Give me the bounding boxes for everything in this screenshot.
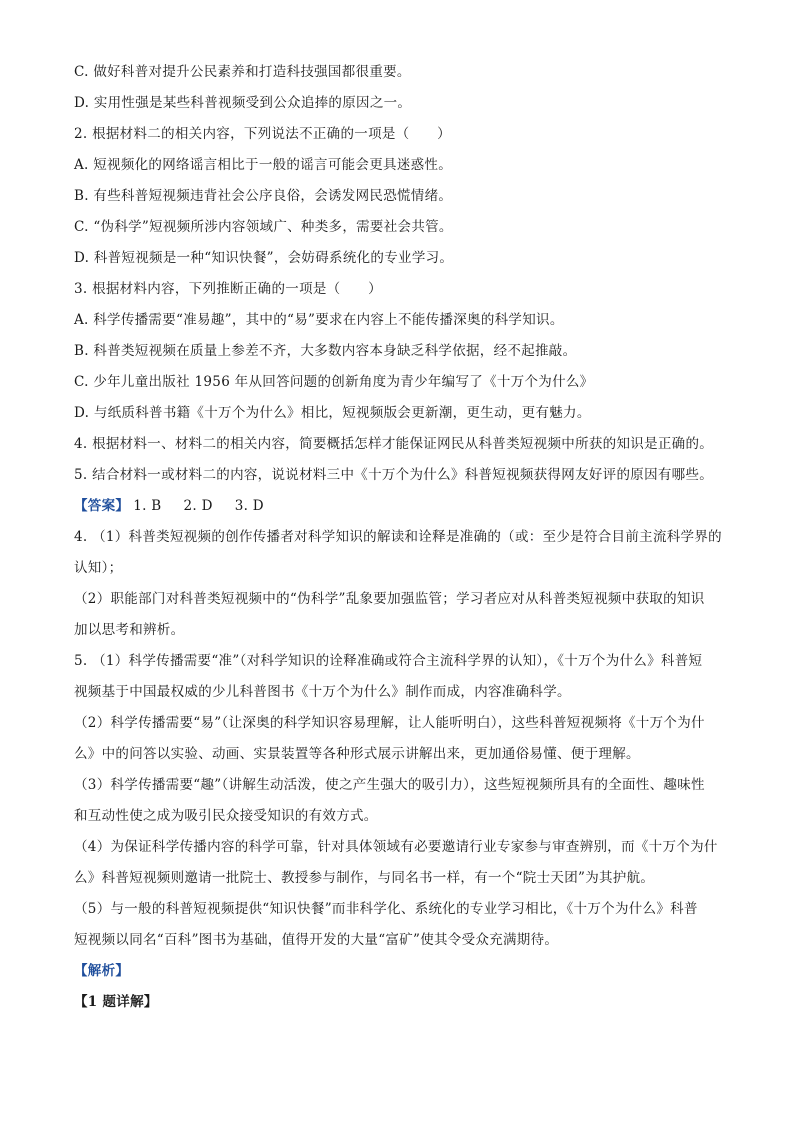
- answer5-p1-line1: 5. （1）科学传播需要“准”（对科学知识的诠释准确或符合主流科学界的认知），《十万个为什么》科普短: [74, 653, 703, 669]
- answer4-p1-line2: 认知）；: [74, 560, 123, 576]
- answer4-p1-line1: 4. （1）科普类短视频的创作传播者对科学知识的解读和诠释是准确的（或：至少是符合目前主流科学界的: [74, 529, 722, 545]
- q1-option-d: D. 实用性强是某些科普视频受到公众追捧的原因之一。: [74, 95, 412, 111]
- answer-1: 1. B: [133, 498, 162, 514]
- q2-stem: 2. 根据材料二的相关内容，下列说法不正确的一项是（ ）: [74, 126, 451, 142]
- q3-stem: 3. 根据材料内容，下列推断正确的一项是（ ）: [74, 281, 382, 297]
- answer-list: [133, 498, 286, 514]
- q3-option-a: A. 科学传播需要“准易趣”，其中的“易”要求在内容上不能传播深奥的科学知识。: [74, 312, 564, 328]
- q2-option-b: B. 有些科普短视频违背社会公序良俗，会诱发网民恐慌情绪。: [74, 188, 453, 204]
- detail-label: 【1 题详解】: [74, 994, 158, 1010]
- answer5-p3-line2: 和互动性使之成为吸引民众接受知识的有效方式。: [74, 808, 378, 824]
- answer5-p2-line2: 么》中的问答以实验、动画、实景装置等各种形式展示讲解出来，更加通俗易懂、便于理解。: [74, 746, 640, 762]
- answer-2: 2. D: [183, 498, 213, 514]
- answer-label: 【答案】: [74, 498, 130, 514]
- answer-block: [74, 496, 724, 527]
- answer-3: 3. D: [234, 498, 264, 514]
- q2-option-c: C. “伪科学”短视频所涉内容领域广、种类多，需要社会共管。: [74, 219, 453, 235]
- document-page: [74, 62, 724, 1023]
- q3-option-d: D. 与纸质科普书籍《十万个为什么》相比，短视频版会更新潮，更生动，更有魅力。: [74, 405, 591, 421]
- answer4-p2-line1: （2）职能部门对科普类短视频中的“伪科学”乱象要加强监管；学习者应对从科普类短视频中获取的知识: [74, 591, 705, 607]
- answer4-p2-line2: 加以思考和辨析。: [74, 622, 185, 638]
- q3-option-b: B. 科普类短视频在质量上参差不齐，大多数内容本身缺乏科学依据，经不起推敲。: [74, 343, 577, 359]
- q5-stem: 5. 结合材料一或材料二的内容，说说材料三中《十万个为什么》科普短视频获得网友好评的原因有哪些。: [74, 467, 714, 483]
- answer5-p3-line1: （3）科学传播需要“趣”（讲解生动活泼，使之产生强大的吸引力），这些短视频所具有的全面性、趣味性: [74, 777, 705, 793]
- q2-option-a: A. 短视频化的网络谣言相比于一般的谣言可能会更具迷惑性。: [74, 157, 453, 173]
- answer5-p5-line2: 短视频以同名“百科”图书为基础，值得开发的大量“富矿”使其令受众充满期待。: [74, 932, 559, 948]
- answer5-p5-line1: （5）与一般的科普短视频提供“知识快餐”而非科学化、系统化的专业学习相比，《十万个为什么》科普: [74, 901, 698, 917]
- q3-option-c: C. 少年儿童出版社 1956 年从回答问题的创新角度为青少年编写了《十万个为什么》: [74, 374, 594, 390]
- answer5-p2-line1: （2）科学传播需要“易”（让深奥的科学知识容易理解，让人能听明白），这些科普短视频将《十万个为什: [74, 715, 705, 731]
- answer5-p1-line2: 视频基于中国最权威的少儿科普图书《十万个为什么》制作而成，内容准确科学。: [74, 684, 571, 700]
- q2-option-d: D. 科普短视频是一种“知识快餐”，会妨碍系统化的专业学习。: [74, 250, 454, 266]
- q1-option-c: C. 做好科普对提升公民素养和打造科技强国都很重要。: [74, 64, 411, 80]
- q4-stem: 4. 根据材料一、材料二的相关内容，简要概括怎样才能保证网民从科普类短视频中所获的知识是正确的。: [74, 436, 714, 452]
- answer5-p4-line2: 么》科普短视频则邀请一批院士、教授参与制作，与同名书一样，有一个“院士天团”为其护航。: [74, 870, 655, 886]
- answer5-p4-line1: （4）为保证科学传播内容的科学可靠，针对具体领域有必要邀请行业专家参与审查辨别，而《十万个为什: [74, 839, 718, 855]
- analysis-label: 【解析】: [74, 963, 130, 979]
